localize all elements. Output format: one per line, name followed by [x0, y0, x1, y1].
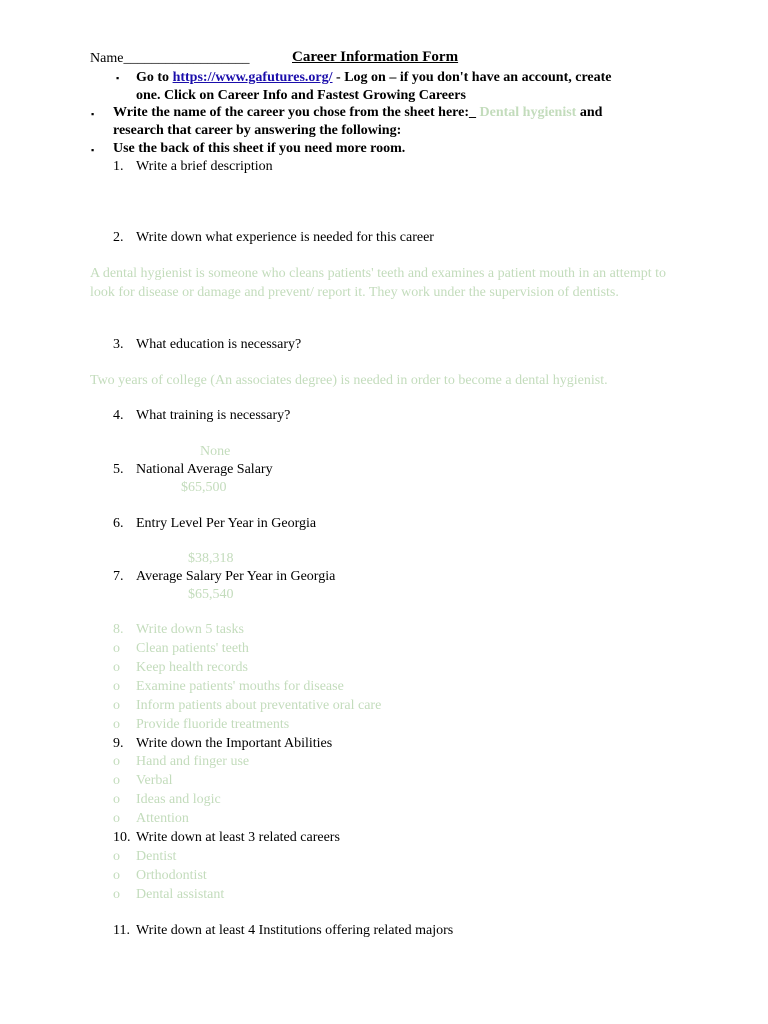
sub-bullet-icon: o: [113, 792, 120, 807]
question-number: 11.: [113, 923, 130, 938]
sub-bullet-icon: o: [113, 868, 120, 883]
instruction-career-name: Write the name of the career you chose from the sheet here:_ Dental hygienist and: [113, 105, 603, 120]
question-number: 7.: [113, 569, 124, 584]
career-item[interactable]: Orthodontist: [136, 868, 207, 883]
career-item[interactable]: Dental assistant: [136, 887, 225, 902]
question-number: 3.: [113, 337, 124, 352]
name-blank[interactable]: __________________: [123, 51, 250, 66]
question-10: Write down at least 3 related careers: [136, 830, 340, 845]
instruction-go-to-line2: one. Click on Career Info and Fastest Growing Careers: [136, 88, 466, 103]
question-number: 10.: [113, 830, 131, 845]
sub-bullet-icon: o: [113, 887, 120, 902]
question-9: Write down the Important Abilities: [136, 736, 333, 751]
ability-item[interactable]: Hand and finger use: [136, 754, 250, 769]
answer-7[interactable]: $65,540: [188, 587, 234, 602]
sub-bullet-icon: o: [113, 811, 120, 826]
page-title: Career Information Form: [292, 49, 459, 65]
ability-item[interactable]: Attention: [136, 811, 189, 826]
bullet-icon: ▪: [91, 109, 95, 119]
question-1: Write a brief description: [136, 159, 273, 174]
career-item[interactable]: Dentist: [136, 849, 177, 864]
question-3: What education is necessary?: [136, 337, 302, 352]
instruction-go-to: Go to https://www.gafutures.org/ - Log on – if you don't have an account, create: [136, 70, 612, 85]
ability-item[interactable]: Ideas and logic: [136, 792, 221, 807]
sub-bullet-icon: o: [113, 660, 120, 675]
name-label: Name: [90, 51, 124, 66]
question-number: 4.: [113, 408, 124, 423]
answer-3[interactable]: Two years of college (An associates degree) is needed in order to become a dental hygienist.: [90, 373, 608, 388]
gafutures-link[interactable]: https://www.gafutures.org/: [172, 70, 333, 85]
task-item[interactable]: Inform patients about preventative oral care: [136, 698, 382, 713]
instruction-research: research that career by answering the following:: [113, 123, 402, 138]
question-4: What training is necessary?: [136, 408, 291, 423]
bullet-icon: ▪: [116, 73, 120, 83]
question-number: 9.: [113, 736, 124, 751]
question-2: Write down what experience is needed for this career: [136, 230, 434, 245]
question-number: 5.: [113, 462, 124, 477]
question-6: Entry Level Per Year in Georgia: [136, 516, 317, 531]
question-5: National Average Salary: [136, 462, 273, 477]
answer-2[interactable]: A dental hygienist is someone who cleans patients' teeth and examines a patient mouth in an attempt to look for disease or damage and prevent/ report it. They work under the supervision of dentists.: [90, 266, 666, 300]
instruction-use-back: Use the back of this sheet if you need more room.: [113, 141, 406, 156]
task-item[interactable]: Examine patients' mouths for disease: [136, 679, 344, 694]
career-answer[interactable]: Dental hygienist: [479, 105, 577, 120]
sub-bullet-icon: o: [113, 698, 120, 713]
sub-bullet-icon: o: [113, 641, 120, 656]
question-number: 8.: [113, 622, 124, 637]
bullet-icon: ▪: [91, 145, 95, 155]
sub-bullet-icon: o: [113, 849, 120, 864]
sub-bullet-icon: o: [113, 679, 120, 694]
name-line: [90, 50, 249, 68]
question-8: Write down 5 tasks: [136, 622, 244, 637]
question-number: 6.: [113, 516, 124, 531]
question-11: Write down at least 4 Institutions offering related majors: [136, 923, 454, 938]
question-number: 1.: [113, 159, 124, 174]
task-item[interactable]: Provide fluoride treatments: [136, 717, 290, 732]
sub-bullet-icon: o: [113, 773, 120, 788]
sub-bullet-icon: o: [113, 717, 120, 732]
answer-4[interactable]: None: [200, 444, 231, 459]
task-item[interactable]: Clean patients' teeth: [136, 641, 249, 656]
question-7: Average Salary Per Year in Georgia: [136, 569, 336, 584]
answer-6[interactable]: $38,318: [188, 551, 234, 566]
question-number: 2.: [113, 230, 124, 245]
sub-bullet-icon: o: [113, 754, 120, 769]
answer-5[interactable]: $65,500: [181, 480, 227, 495]
task-item[interactable]: Keep health records: [136, 660, 248, 675]
ability-item[interactable]: Verbal: [136, 773, 173, 788]
